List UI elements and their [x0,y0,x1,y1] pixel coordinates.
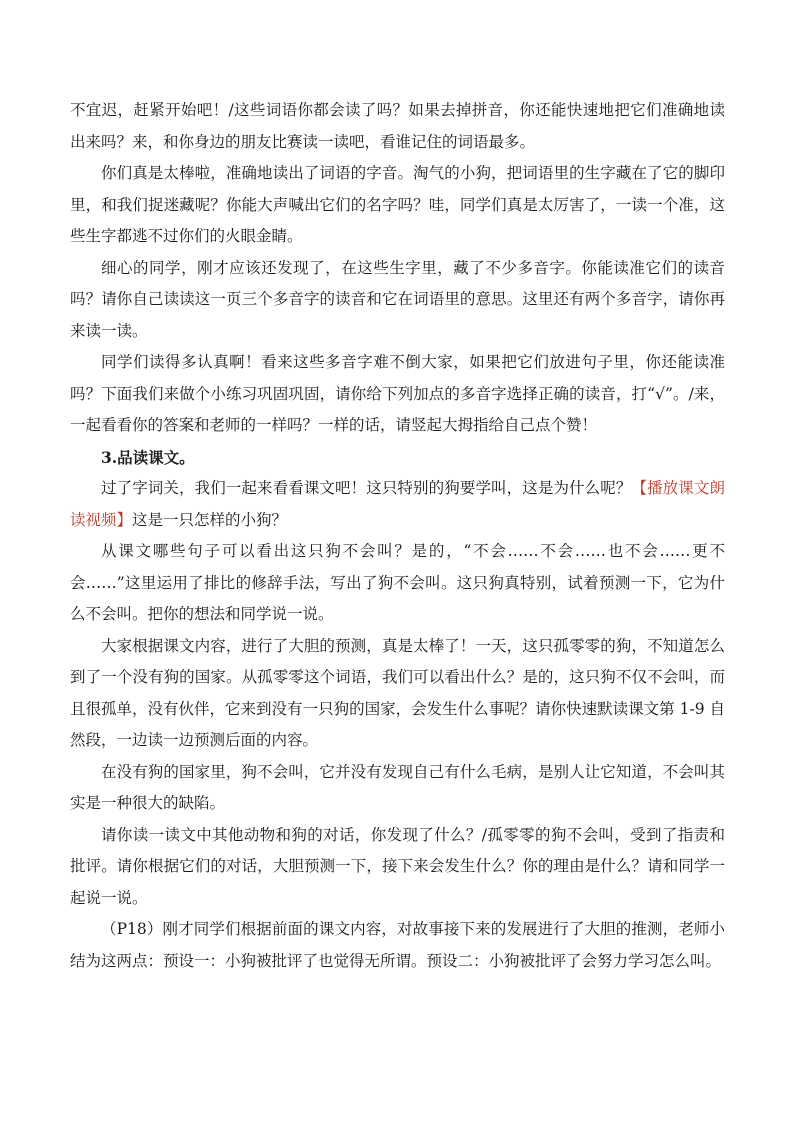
paragraph-3: 细心的同学，刚才应该还发现了，在这些生字里，藏了不少多音字。你能读准它们的读音吗？请你自己读读这一页三个多音字的读音和它在词语里的意思。这里还有两个多音字，请你再来读一读。 [70,258,725,340]
paragraph-7: 大家根据课文内容，进行了大胆的预测，真是太棒了！一天，这只孤零零的狗，不知道怎么到了一个没有狗的国家。从孤零零这个词语，我们可以看出什么？是的，这只狗不仅不会叫，而且很孤单，没有伙伴，它来到没有一只狗的国家，会发生什么事呢？请你快速默读课文第 1-9 自然段，一边读一边预测后面的内容。 [70,636,725,749]
section-heading: 3.品读课文。 [101,447,195,467]
paragraph-10: （P18）刚才同学们根据前面的课文内容，对故事接下来的发展进行了大胆的推测，老师小结为这两点：预设一：小狗被批评了也觉得无所谓。预设二：小狗被批评了会努力学习怎么叫。 [70,920,725,970]
paragraph-9: 请你读一读文中其他动物和狗的对话，你发现了什么？/孤零零的狗不会叫，受到了指责和批评。请你根据它们的对话，大胆预测一下，接下来会发生什么？你的理由是什么？请和同学一起说一说。 [70,825,725,907]
paragraph-8: 在没有狗的国家里，狗不会叫，它并没有发现自己有什么毛病，是别人让它知道，不会叫其实是一种很大的缺陷。 [70,762,725,812]
paragraph-5-before: 过了字词关，我们一起来看看课文吧！这只特别的狗要学叫，这是为什么呢？ [101,479,632,497]
document-body [70,95,725,977]
paragraph-1: 不宜迟，赶紧开始吧！/这些词语你都会读了吗？如果去掉拼音，你还能快速地把它们准确地读出来吗？来，和你身边的朋友比赛读一读吧，看谁记住的词语最多。 [70,101,725,151]
paragraph-5 [70,473,725,536]
paragraph-4: 同学们读得多认真啊！看来这些多音字难不倒大家，如果把它们放进句子里，你还能读准吗？下面我们来做个小练习巩固巩固，请你给下列加点的多音字选择正确的读音，打“√”。/来，一起看看你的答案和老师的一样吗？一样的话，请竖起大拇指给自己点个赞！ [70,353,725,434]
paragraph-6: 从课文哪些句子可以看出这只狗不会叫？是的，“不会……不会……也不会……更不会……”这里运用了排比的修辞手法，写出了狗不会叫。这只狗真特别，试着预测一下，它为什么不会叫。把你的想法和同学说一说。 [70,542,725,623]
paragraph-5-after: 这是一只怎样的小狗？ [132,510,288,529]
paragraph-2: 你们真是太棒啦，准确地读出了词语的字音。淘气的小狗，把词语里的生字藏在了它的脚印里，和我们捉迷藏呢？你能大声喊出它们的名字吗？哇，同学们真是太厉害了，一读一个准，这些生字都逃不过你们的火眼金睛。 [70,164,725,245]
video-cue-highlight: 【播放课文朗读视频】 [70,479,725,529]
